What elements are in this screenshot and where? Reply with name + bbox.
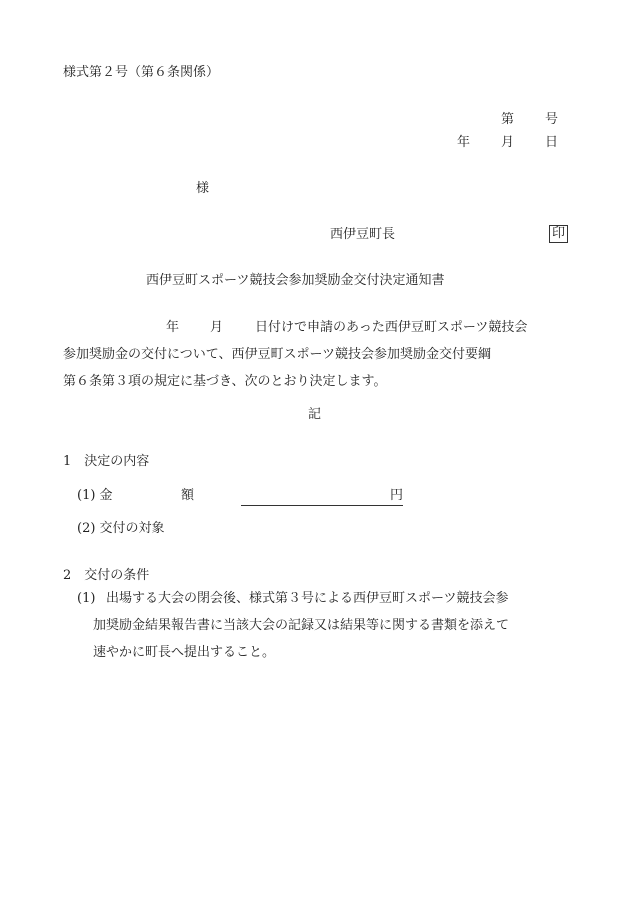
recipient-sama: 様: [196, 181, 210, 196]
body-line-1-tail: 日付けで申請のあった西伊豆町スポーツ競技会: [255, 320, 528, 335]
condition-line-2: 加奨励金結果報告書に当該大会の記録又は結果等に関する書類を添えて: [93, 618, 510, 633]
ref-go: 号: [545, 112, 559, 127]
date-month: 月: [501, 135, 515, 150]
seal-mark: [549, 225, 568, 243]
condition-text: [93, 585, 568, 666]
document-title: 西伊豆町スポーツ競技会参加奨励金交付決定通知書: [146, 273, 445, 288]
condition-number: (1): [77, 591, 96, 606]
ki-heading: 記: [308, 407, 322, 422]
body-line-3: 第６条第３項の規定に基づき、次のとおり決定します。: [63, 374, 387, 389]
body-year: 年: [166, 320, 180, 335]
date-year: 年: [457, 135, 471, 150]
condition-line-1: 出場する大会の閉会後、様式第３号による西伊豆町スポーツ競技会参: [106, 591, 509, 606]
amount-label: (1) 金: [77, 488, 113, 503]
body-paragraph: [63, 314, 567, 395]
seal-text: 印: [549, 225, 568, 243]
amount-unit: 円: [241, 487, 403, 506]
amount-label-2: 額: [181, 488, 195, 503]
body-line-1: [63, 314, 567, 341]
condition-line-3: 速やかに町長へ提出すること。: [93, 645, 276, 660]
body-month: 月: [210, 320, 224, 335]
section1-heading: 1 決定の内容: [63, 454, 150, 469]
ref-dai: 第: [501, 112, 515, 127]
body-line-2: 参加奨励金の交付について、西伊豆町スポーツ競技会参加奨励金交付要綱: [63, 347, 491, 362]
section2-heading: 2 交付の条件: [63, 568, 150, 583]
date-day: 日: [545, 135, 559, 150]
amount-field: [241, 487, 403, 506]
issuer-name: 西伊豆町長: [330, 227, 396, 242]
target-item: (2) 交付の対象: [77, 521, 165, 536]
form-label: 様式第２号（第６条関係）: [63, 65, 220, 80]
